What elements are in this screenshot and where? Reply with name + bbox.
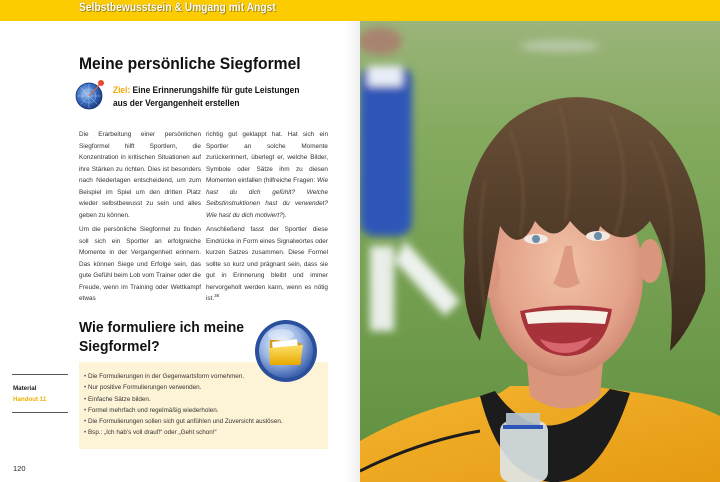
goal-text-line-2: aus der Vergangenheit erstellen xyxy=(113,98,240,108)
body-paragraph-4: Anschließend fasst der Sportler diese Eindrücke in Form eines Signalwortes oder kurzen Satzes zusammen. Diese Formel sollte so kurz und prägnant sein, dass sie gut in Erinnerung bleibt und immer hervorgeholt werden kann, wenn es nötig ist.$^{38}$ xyxy=(206,226,328,302)
goal-statement xyxy=(113,84,329,110)
section-title: Wie formuliere ich meine Siegformel? xyxy=(79,319,245,355)
folder-icon xyxy=(253,318,319,384)
goal-text-line-1: Eine Erinnerungshilfe für gute Leistungen xyxy=(132,85,300,95)
margin-rule-top xyxy=(12,374,68,375)
margin-rule-bottom xyxy=(12,412,68,413)
body-paragraph-3: Um die persönliche Siegformel zu finden soll sich ein Sportler an erfolgreiche Momente in der Vergangenheit erinnern. Das können Siege und Erfolge sein, das gute Gefühl beim Lob vom Trainer oder die Freude, wenn im Training oder Wettkampf etwas xyxy=(79,226,201,302)
body-paragraph-2: richtig gut geklappt hat. Hat sich ein Sportler an solche Momente zurückerinnert, überlegt er, welche Bilder, Symbole oder Sätze ihm zu diesen Momenten einfallen (hilfreiche Fragen: Wie hast du dich gefühlt? Welche Selbstinstruktionen hast du verwendet? Wie hast du dich motiviert?). xyxy=(206,131,328,219)
chapter-title: Selbstbewusstsein & Umgang mit Angst xyxy=(79,2,276,14)
footnote-marker: 38 xyxy=(214,292,220,298)
smiling-boy-soccer-photo xyxy=(360,21,720,482)
chapter-header-band xyxy=(0,0,720,21)
tip-item: • Nur positive Formulierungen verwenden. xyxy=(84,382,283,393)
tip-item: • Die Formulierungen sollen sich gut anfühlen und Zuversicht auslösen. xyxy=(84,416,283,427)
handout-label: Handout 11 xyxy=(13,396,47,403)
tip-item: • Einfache Sätze bilden. xyxy=(84,394,283,405)
goal-label: Ziel: xyxy=(113,85,131,95)
material-label: Material xyxy=(13,385,37,392)
body-paragraph-1: Die Erarbeitung einer persönlichen Siegformel hilft Sportlern, die Konzentration in kritischen Situationen auf ihre Stärken zu richten. Dies ist besonders nach Niederlagen entscheidend, um zum Beispiel im Spiel um den dritten Platz wieder selbstbewusst zu sein und alles geben zu können. xyxy=(79,131,201,219)
page-number: 120 xyxy=(13,464,26,473)
tip-item: • Die Formulierungen in der Gegenwartsform vornehmen. xyxy=(84,371,283,382)
page-title: Meine persönliche Siegformel xyxy=(79,54,301,73)
target-icon xyxy=(74,77,108,111)
tip-item: • Formel mehrfach und regelmäßig wiederholen. xyxy=(84,405,283,416)
page-gutter xyxy=(344,21,360,482)
photo-illustration xyxy=(360,21,720,482)
tip-item: • Bsp.: „Ich hab’s voll drauf!“ oder „Geht schon!“ xyxy=(84,427,283,438)
